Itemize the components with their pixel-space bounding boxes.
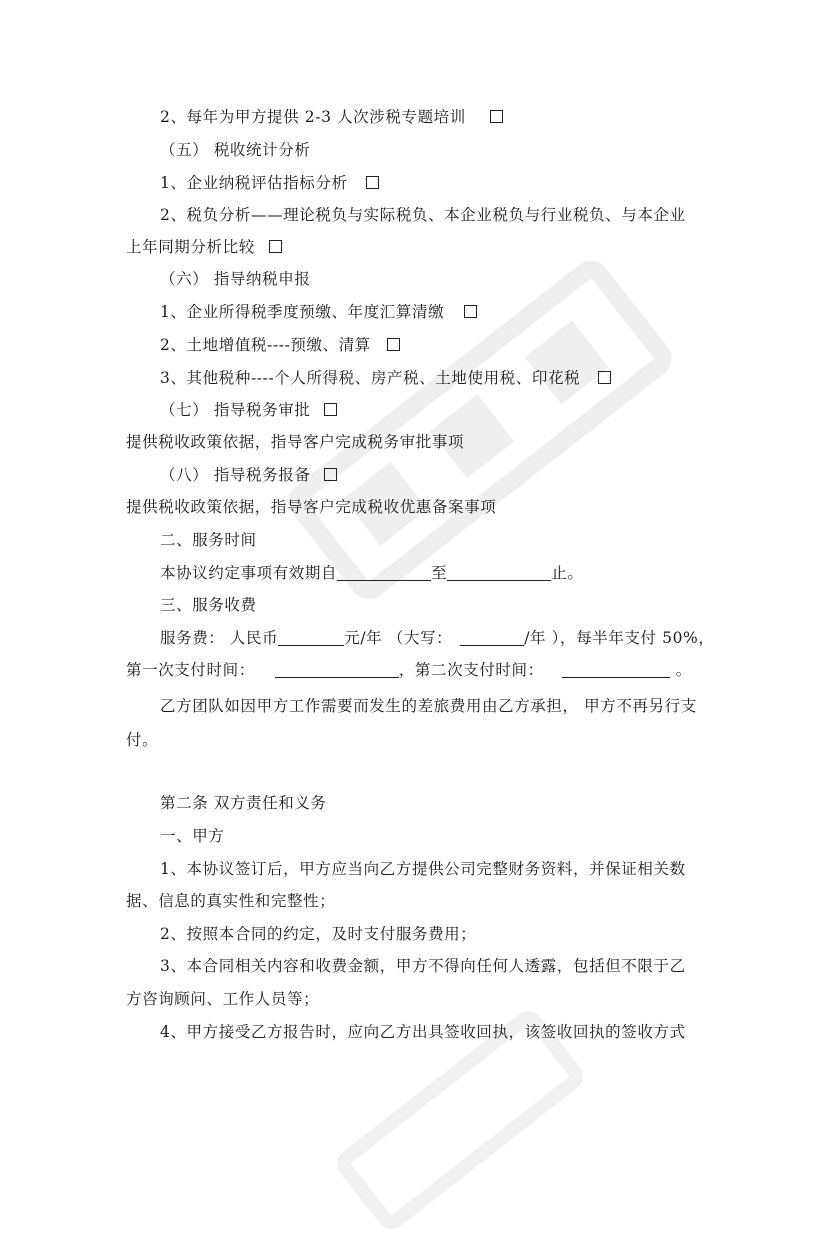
fee-payment-terms: /年 ），每半年支付 50%，	[524, 629, 715, 647]
payment-dates-line	[126, 659, 692, 681]
fee-capital-field[interactable]	[460, 629, 524, 646]
item-income-tax-text: 1、企业所得税季度预缴、年度汇算清缴	[160, 303, 445, 321]
item-tax-burden-line1: 2、税负分析——理论税负与实际税负、本企业税负与行业税负、与本企业	[160, 206, 686, 224]
service-fee-heading: 三、服务收费	[160, 596, 257, 614]
checkbox-training[interactable]	[490, 110, 503, 123]
item-tax-assessment	[160, 172, 379, 194]
checkbox-income-tax[interactable]	[464, 305, 477, 318]
validity-end-field[interactable]	[447, 564, 551, 581]
validity-end-label: 止。	[551, 564, 584, 582]
fee-amount-field[interactable]	[278, 629, 344, 646]
validity-to-label: 至	[431, 564, 448, 582]
travel-expense-line2: 付。	[126, 731, 159, 749]
section-six-heading: （六） 指导纳税申报	[160, 270, 311, 288]
party-a-duty3-line1: 3、本合同相关内容和收费金额，甲方不得向任何人透露，包括但不限于乙	[160, 957, 686, 975]
checkbox-tax-filing[interactable]	[324, 468, 337, 481]
checkbox-land-vat[interactable]	[387, 338, 400, 351]
validity-start-label: 本协议约定事项有效期自	[160, 564, 338, 582]
travel-expense-line1: 乙方团队如因甲方工作需要而发生的差旅费用由乙方承担， 甲方不再另行支	[160, 697, 697, 715]
party-a-duty4-line1: 4、甲方接受乙方报告时，应向乙方出具签收回执，该签收回执的签收方式	[160, 1023, 686, 1041]
section-eight-heading	[160, 464, 337, 486]
validity-period	[160, 562, 583, 584]
checkbox-tax-burden[interactable]	[269, 240, 282, 253]
section-five-heading: （五） 税收统计分析	[160, 141, 311, 159]
checkbox-tax-assessment[interactable]	[366, 176, 379, 189]
party-a-duty1-line2: 据、信息的真实性和完整性；	[126, 892, 336, 910]
party-a-duty1-line1: 1、本协议签订后，甲方应当向乙方提供公司完整财务资料，并保证相关数	[160, 860, 686, 878]
service-fee-line	[160, 627, 714, 649]
party-a-heading: 一、甲方	[160, 827, 225, 845]
item-land-vat-text: 2、土地增值税----预缴、清算	[160, 336, 371, 354]
item-other-taxes	[160, 367, 611, 389]
first-payment-field[interactable]	[275, 661, 399, 678]
item-land-vat	[160, 334, 400, 356]
section-seven-heading	[160, 399, 337, 421]
checkbox-other-taxes[interactable]	[598, 371, 611, 384]
validity-start-field[interactable]	[337, 564, 431, 581]
item-income-tax	[160, 301, 477, 323]
fee-capital-label: 元/年 （大写：	[344, 629, 453, 647]
item-other-taxes-text: 3、其他税种----个人所得税、房产税、土地使用税、印花税	[160, 369, 581, 387]
payment-period: 。	[675, 661, 692, 679]
item-training	[160, 106, 503, 128]
checkbox-tax-approval[interactable]	[324, 403, 337, 416]
section-seven-text: （七） 指导税务审批	[160, 401, 311, 419]
tax-filing-desc: 提供税收政策依据，指导客户完成税收优惠备案事项	[126, 498, 497, 516]
article-two-heading: 第二条 双方责任和义务	[160, 794, 327, 812]
second-payment-label: ，第二次支付时间：	[398, 661, 544, 679]
fee-rmb-label: 服务费： 人民币	[160, 629, 279, 647]
second-payment-field[interactable]	[562, 661, 670, 678]
tax-approval-desc: 提供税收政策依据，指导客户完成税务审批事项	[126, 433, 465, 451]
first-payment-label: 第一次支付时间：	[126, 661, 255, 679]
section-eight-text: （八） 指导税务报备	[160, 466, 311, 484]
party-a-duty3-line2: 方咨询顾问、工作人员等；	[126, 990, 320, 1008]
item-tax-assessment-text: 1、企业纳税评估指标分析	[160, 174, 348, 192]
service-time-heading: 二、服务时间	[160, 531, 257, 549]
item-tax-burden-line2	[126, 236, 282, 258]
item-tax-burden-line2-text: 上年同期分析比较	[126, 238, 255, 256]
item-training-text: 2、每年为甲方提供 2-3 人次涉税专题培训	[160, 108, 466, 126]
party-a-duty2: 2、按照本合同的约定，及时支付服务费用；	[160, 925, 477, 943]
